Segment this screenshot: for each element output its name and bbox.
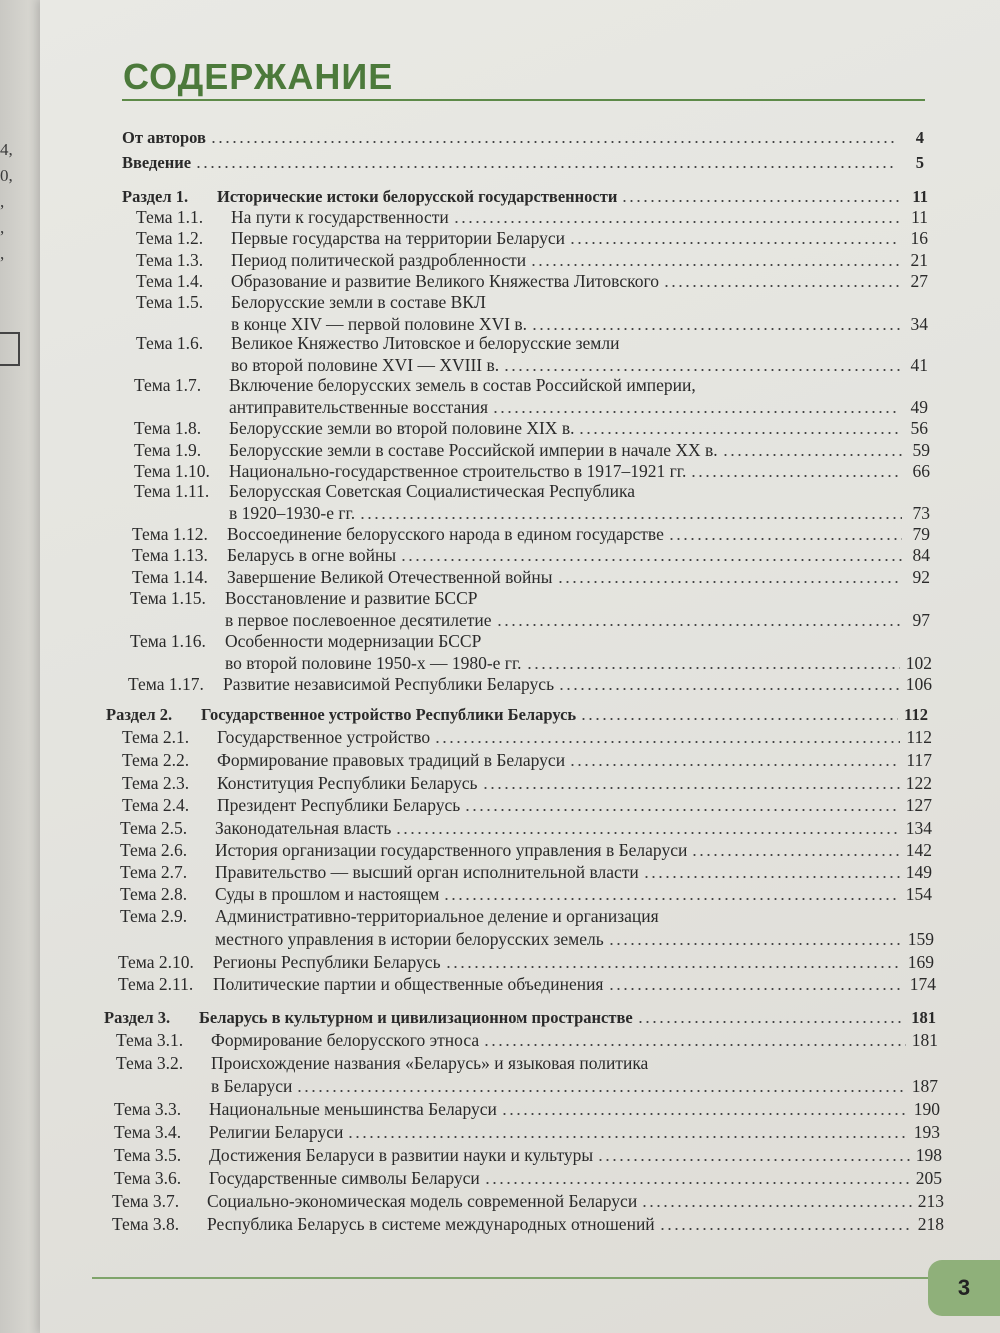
toc-label: Тема 2.8.	[120, 884, 188, 904]
leader-dots	[569, 242, 900, 244]
toc-page-number: 16	[910, 228, 928, 248]
leader-dots	[496, 624, 902, 626]
toc-title: Происхождение названия «Беларусь» и языковая политика	[211, 1053, 649, 1073]
toc-section-row	[106, 704, 928, 725]
toc-title: Формирование правовых традиций в Беларуси	[217, 750, 566, 770]
toc-row	[130, 653, 932, 674]
leader-dots	[395, 832, 899, 834]
toc-label: Тема 2.6.	[120, 840, 188, 860]
toc-title: в конце XIV — первой половине XVI в.	[231, 314, 528, 334]
toc-row	[120, 840, 932, 861]
toc-page-number: 205	[915, 1168, 942, 1188]
leader-dots	[464, 809, 900, 811]
leader-dots	[557, 581, 902, 583]
toc-page-number: 181	[911, 1030, 938, 1050]
toc-label: Тема 1.10.	[134, 461, 210, 481]
toc-label: Тема 2.9.	[120, 906, 188, 926]
toc-label: Тема 1.15.	[130, 588, 206, 608]
leader-dots	[722, 454, 902, 456]
toc-title: Включение белорусских земель в состав Российской империи,	[229, 375, 696, 395]
toc-page-number: 92	[912, 567, 930, 587]
toc-title: От авторов	[122, 128, 206, 147]
toc-label: Тема 2.1.	[122, 727, 190, 747]
toc-title: антиправительственные восстания	[229, 397, 489, 417]
toc-title: Белорусская Советская Социалистическая Республика	[229, 481, 636, 501]
toc-page-number: 213	[917, 1191, 944, 1211]
toc-page-number: 4	[915, 128, 924, 147]
toc-label: Тема 1.5.	[136, 292, 204, 312]
toc-label: Тема 1.7.	[134, 375, 202, 395]
toc-title: во второй половине 1950-х — 1980-е гг.	[225, 653, 522, 673]
toc-row	[122, 127, 924, 148]
toc-title: Белорусские земли в составе Российской империи в начале XX в.	[229, 440, 718, 460]
toc-row	[130, 588, 478, 609]
toc-title: Политические партии и общественные объединения	[213, 974, 604, 994]
leader-dots	[690, 475, 902, 477]
toc-row	[132, 524, 930, 545]
toc-title: Национальные меньшинства Беларуси	[209, 1099, 497, 1119]
leader-dots	[296, 1090, 905, 1092]
toc-page-number: 41	[910, 355, 928, 375]
facing-page-fragment: ,	[0, 218, 5, 237]
toc-row	[120, 818, 932, 839]
toc-title: Образование и развитие Великого Княжества Литовского	[231, 271, 659, 291]
toc-label: Тема 1.1.	[136, 207, 204, 227]
toc-page-number: 134	[905, 818, 932, 838]
leader-dots	[643, 876, 900, 878]
toc-title: в первое послевоенное десятилетие	[225, 610, 492, 630]
toc-row	[130, 610, 930, 631]
toc-row	[122, 795, 932, 816]
leader-dots	[691, 854, 899, 856]
toc-row	[134, 397, 928, 418]
toc-row	[122, 750, 932, 771]
toc-label: Тема 2.11.	[118, 974, 194, 994]
toc-page-number: 190	[913, 1099, 940, 1119]
toc-row	[130, 631, 481, 652]
toc-label: Тема 3.6.	[114, 1168, 182, 1188]
toc-title: Особенности модернизации БССР	[225, 631, 482, 651]
toc-title: местного управления в истории белорусских земель	[215, 929, 604, 949]
toc-page-number: 198	[915, 1145, 942, 1165]
leader-dots	[531, 328, 900, 330]
toc-page-number: 49	[910, 397, 928, 417]
leader-dots	[608, 943, 902, 945]
toc-title: Белорусские земли во второй половине XIX в.	[229, 418, 575, 438]
toc-row	[114, 1122, 940, 1143]
leader-dots	[347, 1136, 907, 1138]
leader-dots	[210, 141, 896, 143]
toc-page-number: 59	[912, 440, 930, 460]
toc-title: Введение	[122, 153, 192, 172]
toc-title: Первые государства на территории Беларуси	[231, 228, 565, 248]
leader-dots	[400, 559, 902, 561]
toc-title: Суды в прошлом и настоящем	[215, 884, 440, 904]
toc-label: Тема 2.10.	[118, 952, 194, 972]
toc-page-number: 66	[912, 461, 930, 481]
toc-title: Национально-государственное строительство в 1917–1921 гг.	[229, 461, 687, 481]
leader-dots	[195, 166, 896, 168]
toc-row	[112, 1214, 944, 1235]
leader-dots	[501, 1113, 908, 1115]
footer-rule	[92, 1277, 944, 1279]
leader-dots	[443, 898, 899, 900]
toc-page-number: 106	[905, 674, 932, 694]
toc-row	[132, 545, 930, 566]
toc-label: Тема 1.16.	[130, 631, 206, 651]
toc-title: Государственные символы Беларуси	[209, 1168, 480, 1188]
toc-row	[120, 929, 934, 950]
toc-page-number: 84	[912, 545, 930, 565]
toc-page-number: 154	[905, 884, 932, 904]
toc-page-number: 127	[905, 795, 932, 815]
toc-title: Государственное устройство	[217, 727, 431, 747]
toc-title: Достижения Беларуси в развитии науки и культуры	[209, 1145, 594, 1165]
toc-title: Развитие независимой Республики Беларусь	[223, 674, 555, 694]
toc-label: Тема 3.3.	[114, 1099, 182, 1119]
toc-title: Великое Княжество Литовское и белорусские земли	[231, 333, 620, 353]
toc-title: Социально-экономическая модель современной Беларуси	[207, 1191, 638, 1211]
toc-row	[128, 674, 932, 695]
toc-row	[136, 271, 928, 292]
toc-page-number: 27	[910, 271, 928, 291]
toc-row	[122, 727, 932, 748]
toc-row	[134, 503, 930, 524]
toc-page-number: 97	[912, 610, 930, 630]
leader-dots	[641, 1205, 912, 1207]
toc-page-number: 112	[904, 705, 928, 724]
toc-row	[132, 567, 930, 588]
leader-dots	[668, 538, 902, 540]
toc-row	[134, 461, 930, 482]
toc-page-number: 73	[912, 503, 930, 523]
toc-label: Тема 3.8.	[112, 1214, 180, 1234]
leader-dots	[597, 1159, 910, 1161]
toc-label: Тема 1.17.	[128, 674, 204, 694]
facing-page-fragment: ,	[0, 244, 5, 263]
toc-row	[116, 1030, 938, 1051]
toc-title: Воссоединение белорусского народа в едином государстве	[227, 524, 664, 544]
leader-dots	[580, 718, 898, 720]
toc-label: Тема 1.12.	[132, 524, 208, 544]
facing-page-fragment: 4,	[0, 140, 13, 159]
toc-title: Завершение Великой Отечественной войны	[227, 567, 553, 587]
toc-page-number: 181	[911, 1008, 936, 1027]
page-number: 3	[957, 1275, 971, 1300]
toc-row	[118, 974, 936, 995]
toc-title: Правительство — высший орган исполнительной власти	[215, 862, 639, 882]
toc-label: Тема 1.9.	[134, 440, 202, 460]
leader-dots	[621, 200, 900, 202]
toc-page-number: 112	[906, 727, 932, 747]
toc-label: Тема 2.2.	[122, 750, 190, 770]
toc-row	[116, 1076, 938, 1097]
toc-row	[134, 481, 635, 502]
leader-dots	[558, 688, 900, 690]
leader-dots	[569, 764, 900, 766]
toc-title: Беларусь в культурном и цивилизационном пространстве	[199, 1008, 633, 1027]
toc-label: Тема 1.11.	[134, 481, 210, 501]
toc-row	[114, 1145, 942, 1166]
toc-row	[114, 1168, 942, 1189]
toc-page-number: 21	[910, 250, 928, 270]
toc-title: Конституция Республики Беларусь	[217, 773, 478, 793]
toc-title: во второй половине XVI — XVIII в.	[231, 355, 500, 375]
facing-page-edge	[0, 0, 40, 1333]
leader-dots	[484, 1182, 910, 1184]
toc-row	[136, 228, 928, 249]
toc-label: Тема 1.14.	[132, 567, 208, 587]
toc-label: Тема 3.2.	[116, 1053, 184, 1073]
toc-row	[122, 152, 924, 173]
toc-row	[134, 418, 928, 439]
leader-dots	[482, 787, 900, 789]
toc-title: Исторические истоки белорусской государственности	[217, 187, 618, 206]
toc-page-number: 56	[910, 418, 928, 438]
toc-row	[136, 314, 928, 335]
toc-page-number: 159	[907, 929, 934, 949]
toc-label: Тема 3.7.	[112, 1191, 180, 1211]
toc-row	[136, 355, 928, 376]
toc-row	[136, 207, 928, 228]
toc-row	[120, 862, 932, 883]
toc-label: Раздел 1.	[122, 187, 189, 206]
toc-label: Тема 3.5.	[114, 1145, 182, 1165]
leader-dots	[608, 988, 904, 990]
toc-title: Восстановление и развитие БССР	[225, 588, 478, 608]
toc-page-number: 169	[907, 952, 934, 972]
toc-title: Беларусь в огне войны	[227, 545, 397, 565]
toc-label: Тема 1.6.	[136, 333, 204, 353]
toc-title: Формирование белорусского этноса	[211, 1030, 480, 1050]
toc-title: Президент Республики Беларусь	[217, 795, 461, 815]
toc-label: Тема 1.13.	[132, 545, 208, 565]
leader-dots	[445, 966, 902, 968]
leader-dots	[526, 667, 900, 669]
toc-page-number: 34	[910, 314, 928, 334]
toc-row	[114, 1099, 940, 1120]
toc-label: Тема 3.4.	[114, 1122, 182, 1142]
toc-label: Раздел 2.	[106, 705, 173, 724]
toc-title: История организации государственного управления в Беларуси	[215, 840, 688, 860]
toc-label: Раздел 3.	[104, 1008, 171, 1027]
page-title: СОДЕРЖАНИЕ	[123, 56, 394, 97]
toc-page-number: 102	[905, 653, 932, 673]
facing-page-fragment: 0,	[0, 166, 13, 185]
toc-page-number: 117	[906, 750, 932, 770]
toc-page-number: 149	[905, 862, 932, 882]
leader-dots	[578, 432, 900, 434]
toc-page-number: 193	[913, 1122, 940, 1142]
leader-dots	[663, 285, 900, 287]
toc-page-number: 5	[915, 153, 924, 172]
toc-label: Тема 2.5.	[120, 818, 188, 838]
toc-row	[120, 884, 932, 905]
toc-row	[134, 375, 696, 396]
toc-label: Тема 1.8.	[134, 418, 202, 438]
toc-title: Регионы Республики Беларусь	[213, 952, 441, 972]
toc-page-number: 11	[912, 187, 928, 206]
leader-dots	[659, 1228, 912, 1230]
toc-title: Республика Беларусь в системе международных отношений	[207, 1214, 655, 1234]
toc-title: Белорусские земли в составе ВКЛ	[231, 292, 486, 312]
toc-title: На пути к государственности	[231, 207, 449, 227]
facing-page-box	[0, 332, 20, 366]
leader-dots	[637, 1021, 906, 1023]
toc-title: в Беларуси	[211, 1076, 293, 1096]
table-of-contents	[40, 0, 1000, 1333]
toc-label: Тема 2.4.	[122, 795, 190, 815]
toc-row	[136, 292, 486, 313]
toc-row	[118, 952, 934, 973]
toc-page-number: 122	[905, 773, 932, 793]
toc-section-row	[122, 186, 928, 207]
toc-label: Тема 1.4.	[136, 271, 204, 291]
leader-dots	[530, 264, 900, 266]
toc-page-number: 79	[912, 524, 930, 544]
toc-title: Период политической раздробленности	[231, 250, 527, 270]
leader-dots	[453, 221, 900, 223]
leader-dots	[483, 1044, 906, 1046]
book-page	[40, 0, 1000, 1333]
toc-page-number: 11	[911, 207, 928, 227]
toc-row	[136, 333, 619, 354]
toc-section-row	[104, 1007, 936, 1028]
toc-row	[120, 906, 659, 927]
toc-row	[136, 250, 928, 271]
toc-title: Законодательная власть	[215, 818, 392, 838]
toc-label: Тема 2.7.	[120, 862, 188, 882]
toc-label: Тема 1.3.	[136, 250, 204, 270]
toc-page-number: 187	[911, 1076, 938, 1096]
toc-row	[134, 440, 930, 461]
toc-label: Тема 1.2.	[136, 228, 204, 248]
toc-page-number: 174	[909, 974, 936, 994]
leader-dots	[359, 517, 902, 519]
toc-page-number: 142	[905, 840, 932, 860]
leader-dots	[434, 741, 900, 743]
leader-dots	[492, 411, 900, 413]
toc-title: Государственное устройство Республики Беларусь	[201, 705, 577, 724]
toc-row	[112, 1191, 944, 1212]
toc-title: Административно-территориальное деление и организация	[215, 906, 659, 926]
toc-title: в 1920–1930-е гг.	[229, 503, 356, 523]
toc-row	[122, 773, 932, 794]
toc-page-number: 218	[917, 1214, 944, 1234]
page-number-badge	[928, 1260, 1000, 1316]
facing-page-fragment: ,	[0, 192, 5, 211]
toc-row	[116, 1053, 648, 1074]
toc-title: Религии Беларуси	[209, 1122, 344, 1142]
toc-label: Тема 3.1.	[116, 1030, 184, 1050]
leader-dots	[503, 369, 900, 371]
toc-label: Тема 2.3.	[122, 773, 190, 793]
